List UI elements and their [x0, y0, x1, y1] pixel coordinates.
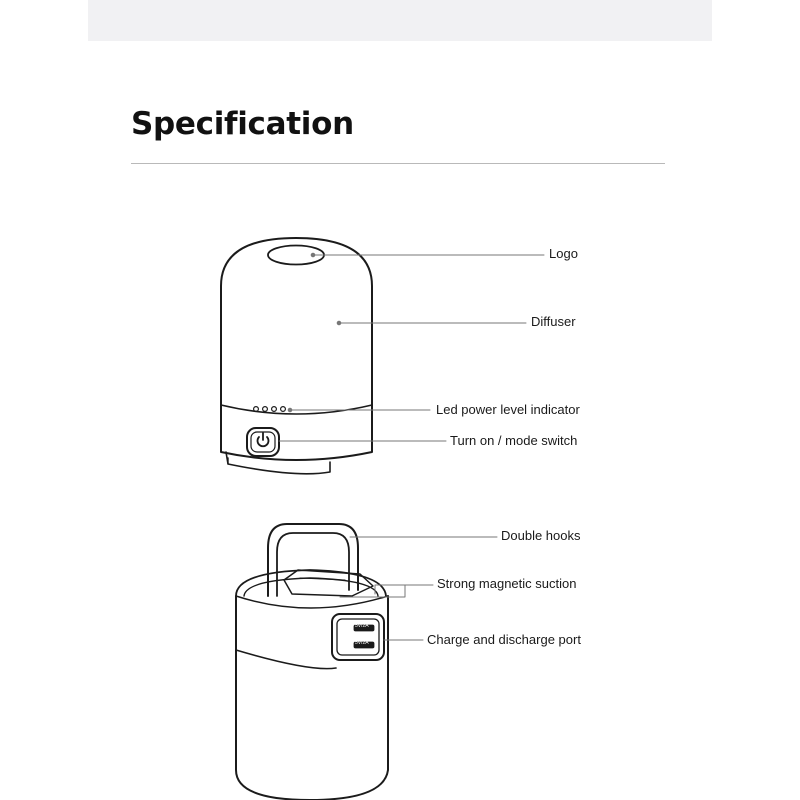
- power-switch-icon: [247, 428, 279, 456]
- base-rim-seam: [236, 596, 388, 608]
- port-marking: 5V/2A: [355, 623, 369, 629]
- base-device: [236, 524, 388, 800]
- label-logo: Logo: [549, 246, 578, 261]
- base-band-seam: [236, 650, 336, 669]
- lamp-device: [221, 238, 372, 474]
- label-power-switch: Turn on / mode switch: [450, 433, 578, 448]
- label-led-indicator: Led power level indicator: [436, 402, 580, 417]
- label-magnetic: Strong magnetic suction: [437, 576, 577, 591]
- led-dot: [272, 407, 277, 412]
- label-diffuser: Diffuser: [531, 314, 576, 329]
- lamp-body-outline: [221, 238, 372, 405]
- port-panel: [332, 614, 384, 660]
- page-title: Specification: [131, 106, 354, 142]
- led-dot: [263, 407, 268, 412]
- label-double-hooks: Double hooks: [501, 528, 581, 543]
- double-hooks: [268, 524, 358, 596]
- base-top-rim: [236, 570, 386, 596]
- label-port: Charge and discharge port: [427, 632, 581, 647]
- led-dot: [281, 407, 286, 412]
- port-marking: 5V/2A: [355, 640, 369, 646]
